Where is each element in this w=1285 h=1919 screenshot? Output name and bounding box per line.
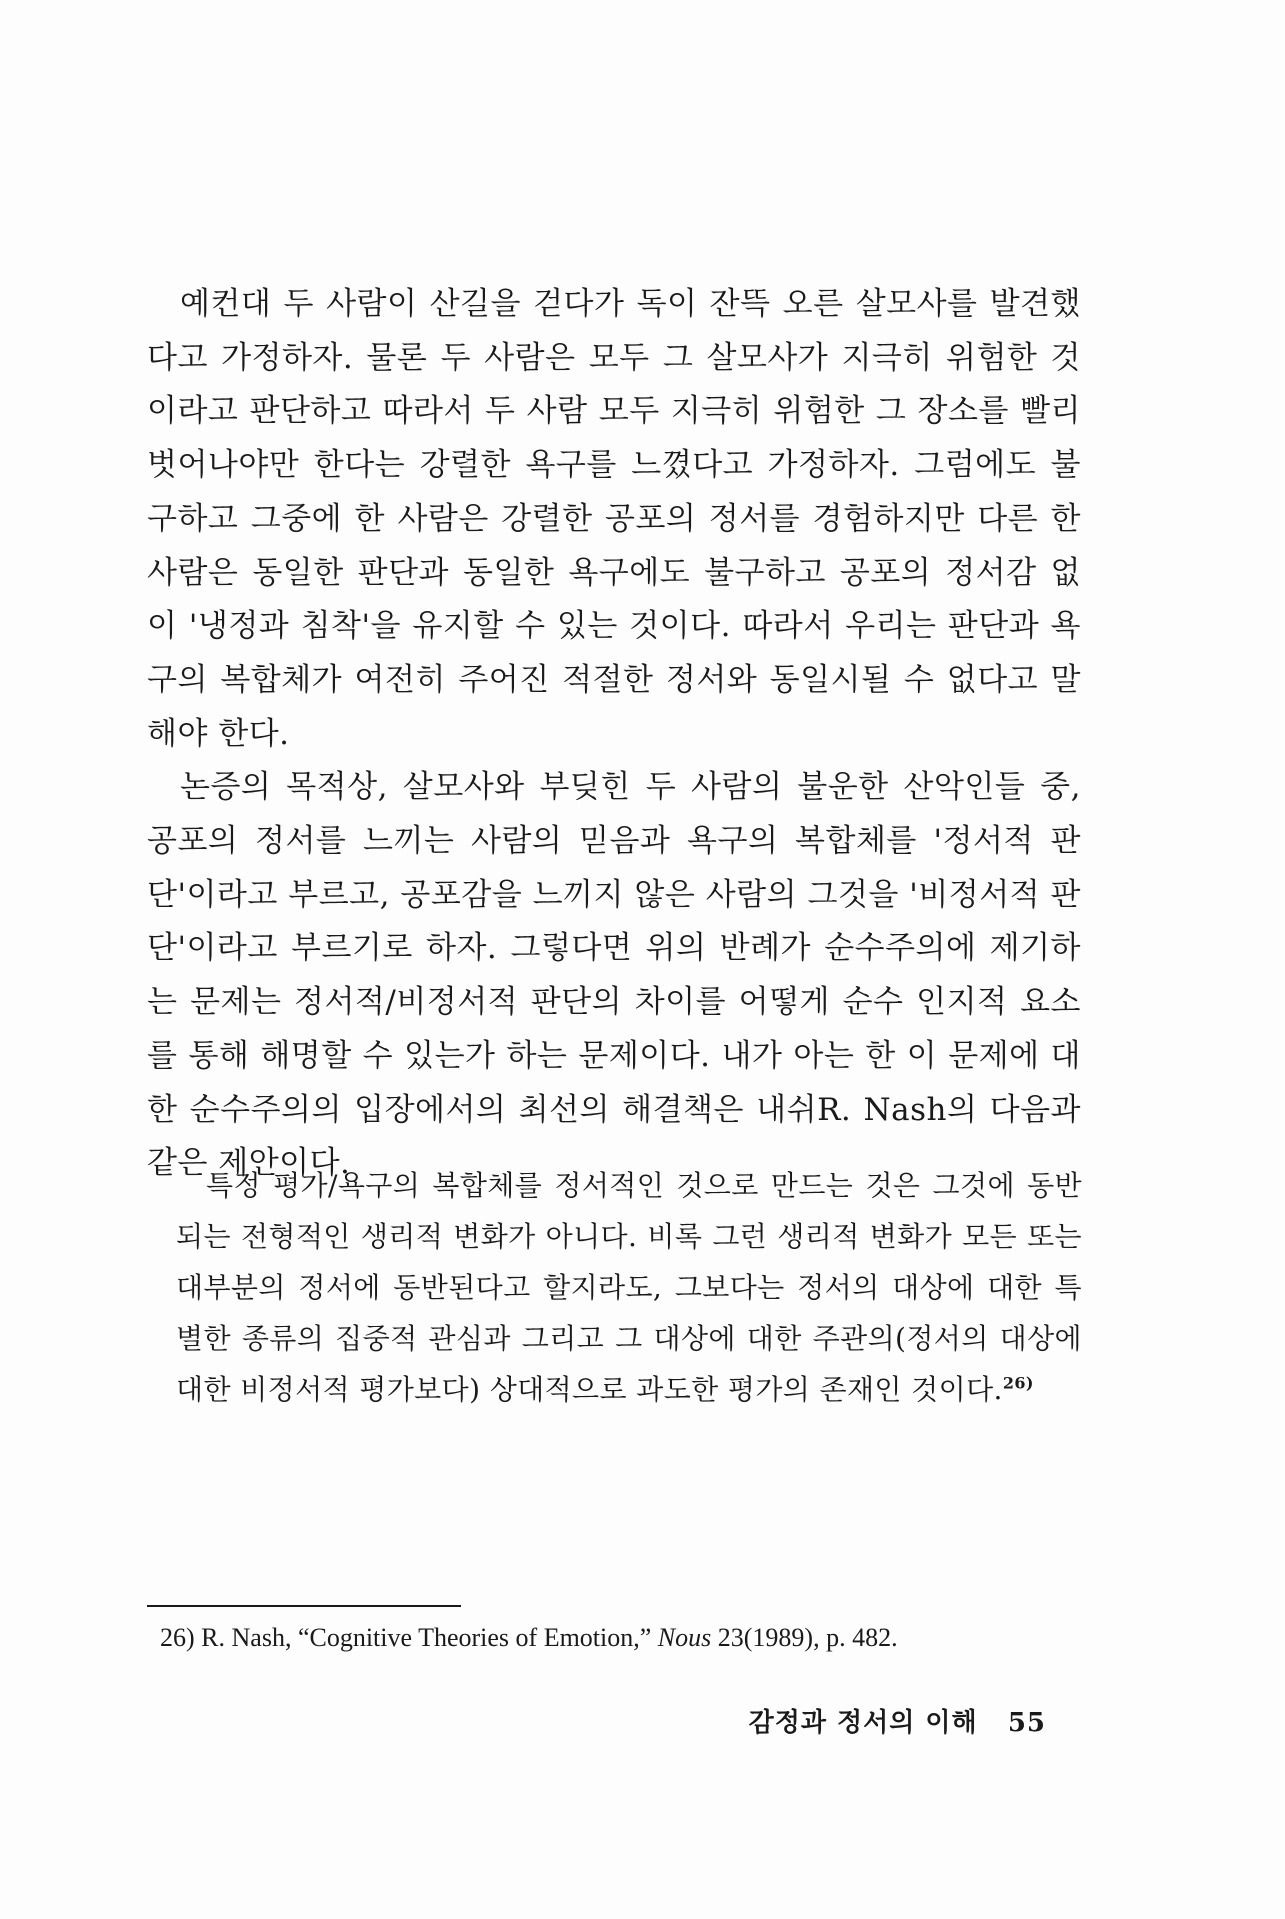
running-title: 감정과 정서의 이해 bbox=[748, 1708, 978, 1738]
paragraph-1: 예컨대 두 사람이 산길을 걷다가 독이 잔뜩 오른 살모사를 발견했다고 가정하자. 물론 두 사람은 모두 그 살모사가 지극히 위험한 것이라고 판단하고 따라서 두 사람 모두 지극히 위험한 그 장소를 빨리 벗어나야만 한다는 강렬한 욕구를 느꼈다고 가정하자. 그럼에도 불구하고 그중에 한 사람은 강렬한 공포의 정서를 경험하지만 다른 한 사람은 동일한 판단과 동일한 욕구에도 불구하고 공포의 정서감 없이 '냉정과 침착'을 유지할 수 있는 것이다. 따라서 우리는 판단과 욕구의 복합체가 여전히 주어진 적절한 정서와 동일시될 수 없다고 말해야 한다. bbox=[147, 286, 1081, 752]
footnote-divider bbox=[147, 1605, 461, 1607]
running-footer bbox=[736, 1702, 1046, 1739]
footnote bbox=[160, 1620, 1080, 1656]
page-number: 55 bbox=[1007, 1708, 1046, 1738]
block-quote bbox=[176, 1160, 1082, 1415]
footnote-reference[interactable]: 26) bbox=[1002, 1373, 1034, 1393]
quote-paragraph bbox=[176, 1160, 1082, 1415]
footnote-journal: Nous bbox=[657, 1623, 712, 1652]
footnote-details: 23(1989), p. 482. bbox=[717, 1623, 898, 1652]
body-text bbox=[147, 278, 1081, 1191]
footnote-author: R. Nash, bbox=[201, 1623, 292, 1652]
quote-text: 특정 평가/욕구의 복합체를 정서적인 것으로 만드는 것은 그것에 동반되는 전형적인 생리적 변화가 아니다. 비록 그런 생리적 변화가 모든 또는 대부분의 정서에 동반된다고 할지라도, 그보다는 정서의 대상에 대한 특별한 종류의 집중적 관심과 그리고 그 대상에 대한 주관의(정서의 대상에 대한 비정서적 평가보다) 상대적으로 과도한 평가의 존재인 것이다. bbox=[176, 1169, 1082, 1406]
paragraph-2: 논증의 목적상, 살모사와 부딪힌 두 사람의 불운한 산악인들 중, 공포의 정서를 느끼는 사람의 믿음과 욕구의 복합체를 '정서적 판단'이라고 부르고, 공포감을 느끼지 않은 사람의 그것을 '비정서적 판단'이라고 부르기로 하자. 그렇다면 위의 반례가 순수주의에 제기하는 문제는 정서적/비정서적 판단의 차이를 어떻게 순수 인지적 요소를 통해 해명할 수 있는가 하는 문제이다. 내가 아는 한 이 문제에 대한 순수주의의 입장에서의 최선의 해결책은 내쉬R. Nash의 다음과 같은 제안이다. bbox=[147, 769, 1081, 1182]
footnote-title: “Cognitive Theories of Emotion,” bbox=[297, 1623, 652, 1652]
footnote-number: 26) bbox=[160, 1623, 195, 1652]
